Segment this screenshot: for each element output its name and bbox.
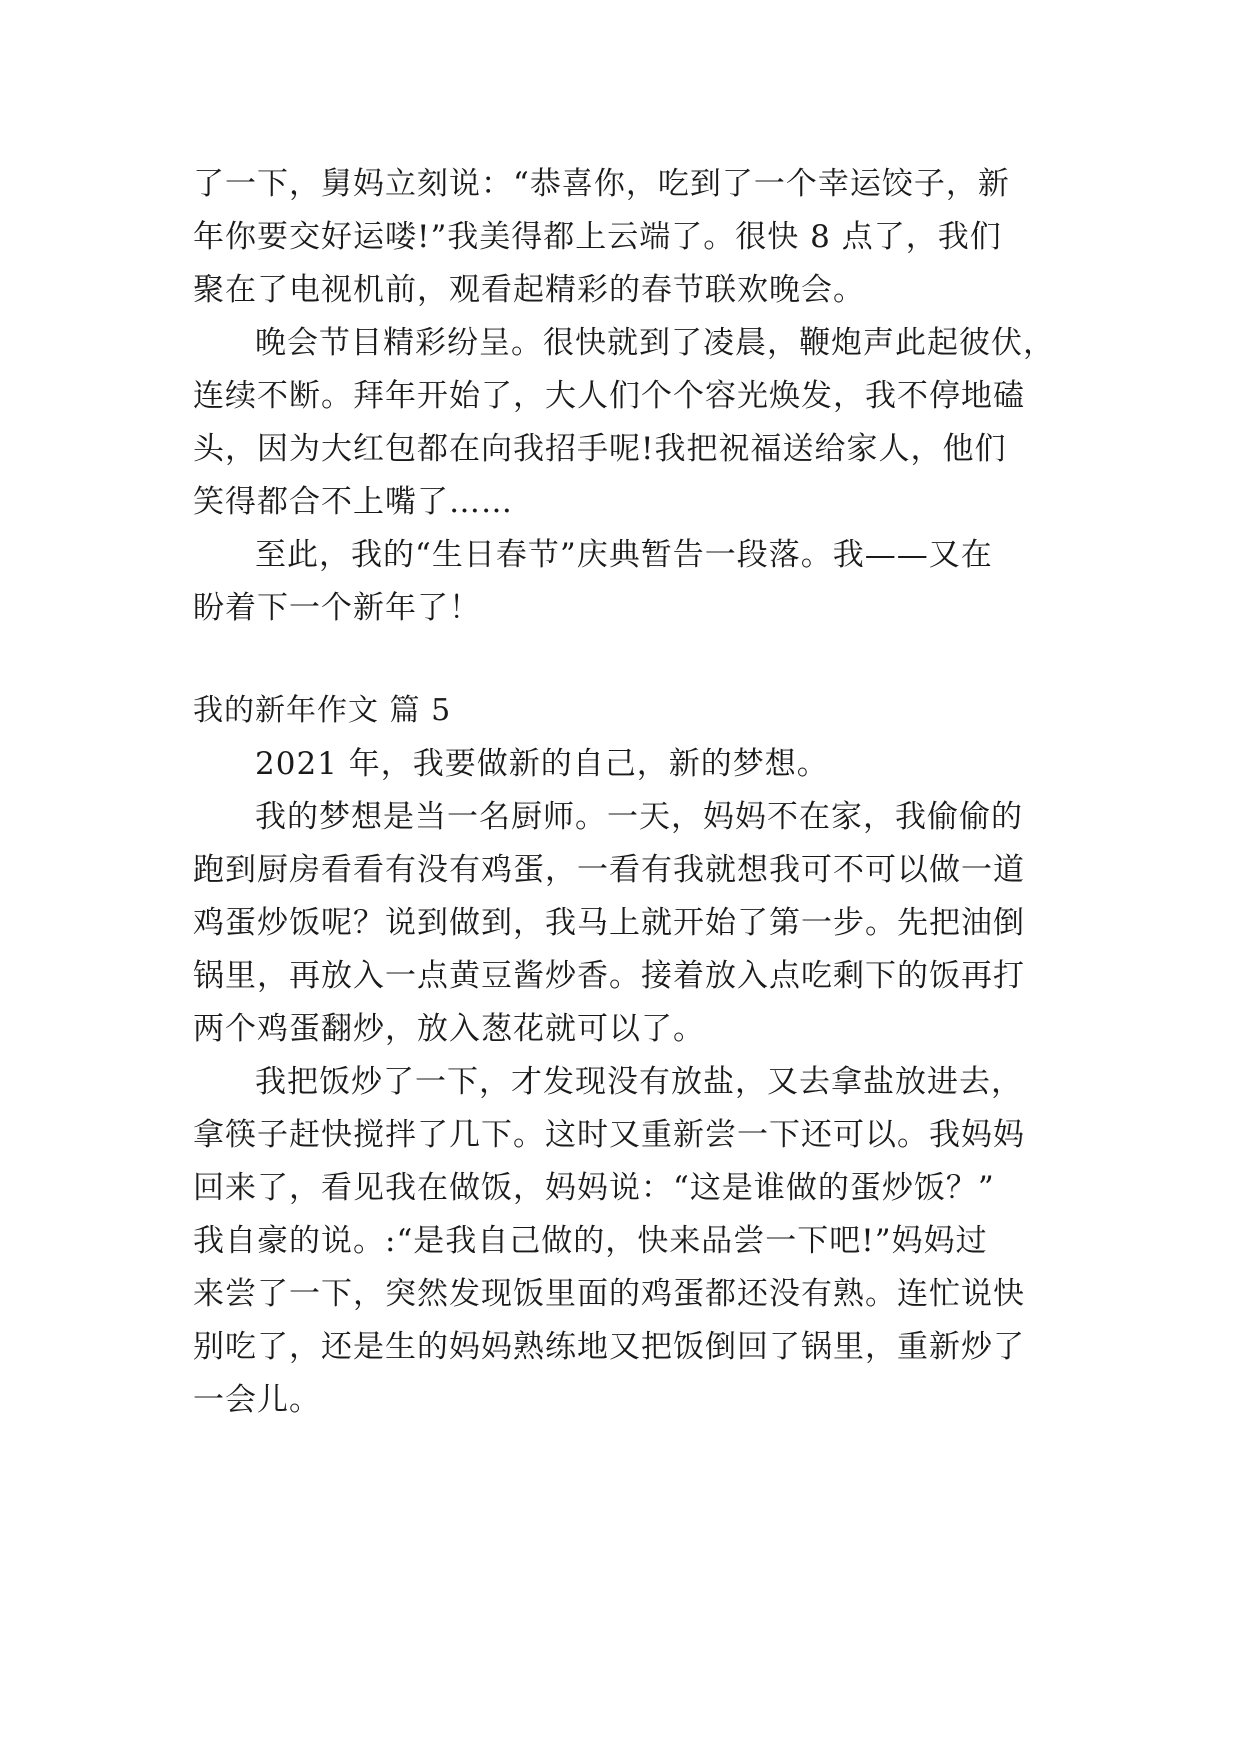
text-line: 头，因为大红包都在向我招手呢!我把祝福送给家人，他们 [193, 431, 1007, 467]
text-line: 来尝了一下，突然发现饭里面的鸡蛋都还没有熟。连忙说快 [193, 1276, 1025, 1312]
text-line: 鸡蛋炒饭呢？说到做到，我马上就开始了第一步。先把油倒 [193, 905, 1025, 941]
text-line: 连续不断。拜年开始了，大人们个个容光焕发，我不停地磕 [193, 378, 1025, 414]
text-line: 年你要交好运喽!”我美得都上云端了。很快 8 点了，我们 [193, 219, 1002, 255]
text-line: 笑得都合不上嘴了…… [193, 484, 513, 520]
text-line: 两个鸡蛋翻炒，放入葱花就可以了。 [193, 1011, 705, 1047]
text-line: 别吃了，还是生的妈妈熟练地又把饭倒回了锅里，重新炒了 [193, 1329, 1025, 1365]
text-line: 至此，我的“生日春节”庆典暂告一段落。我——又在 [255, 537, 993, 573]
text-line: 拿筷子赶快搅拌了几下。这时又重新尝一下还可以。我妈妈 [193, 1117, 1025, 1153]
text-line: 了一下，舅妈立刻说：“恭喜你，吃到了一个幸运饺子，新 [193, 166, 1010, 202]
text-line: 跑到厨房看看有没有鸡蛋，一看有我就想我可不可以做一道 [193, 852, 1025, 888]
text-line: 盼着下一个新年了！ [193, 590, 481, 626]
text-line: 我的梦想是当一名厨师。一天，妈妈不在家，我偷偷的 [255, 799, 1023, 835]
text-line: 2021 年，我要做新的自己，新的梦想。 [255, 746, 829, 782]
text-line: 我自豪的说。:“是我自己做的，快来品尝一下吧!”妈妈过 [193, 1223, 988, 1259]
text-line: 聚在了电视机前，观看起精彩的春节联欢晚会。 [193, 272, 865, 308]
text-line: 一会儿。 [193, 1382, 321, 1418]
section-heading: 我的新年作文 篇 5 [193, 693, 452, 728]
text-line: 我把饭炒了一下，才发现没有放盐，又去拿盐放进去， [255, 1064, 1023, 1100]
text-line: 晚会节目精彩纷呈。很快就到了凌晨，鞭炮声此起彼伏， [255, 325, 1055, 361]
text-line: 锅里，再放入一点黄豆酱炒香。接着放入点吃剩下的饭再打 [193, 958, 1025, 994]
text-line: 回来了，看见我在做饭，妈妈说：“这是谁做的蛋炒饭？” [193, 1170, 995, 1206]
